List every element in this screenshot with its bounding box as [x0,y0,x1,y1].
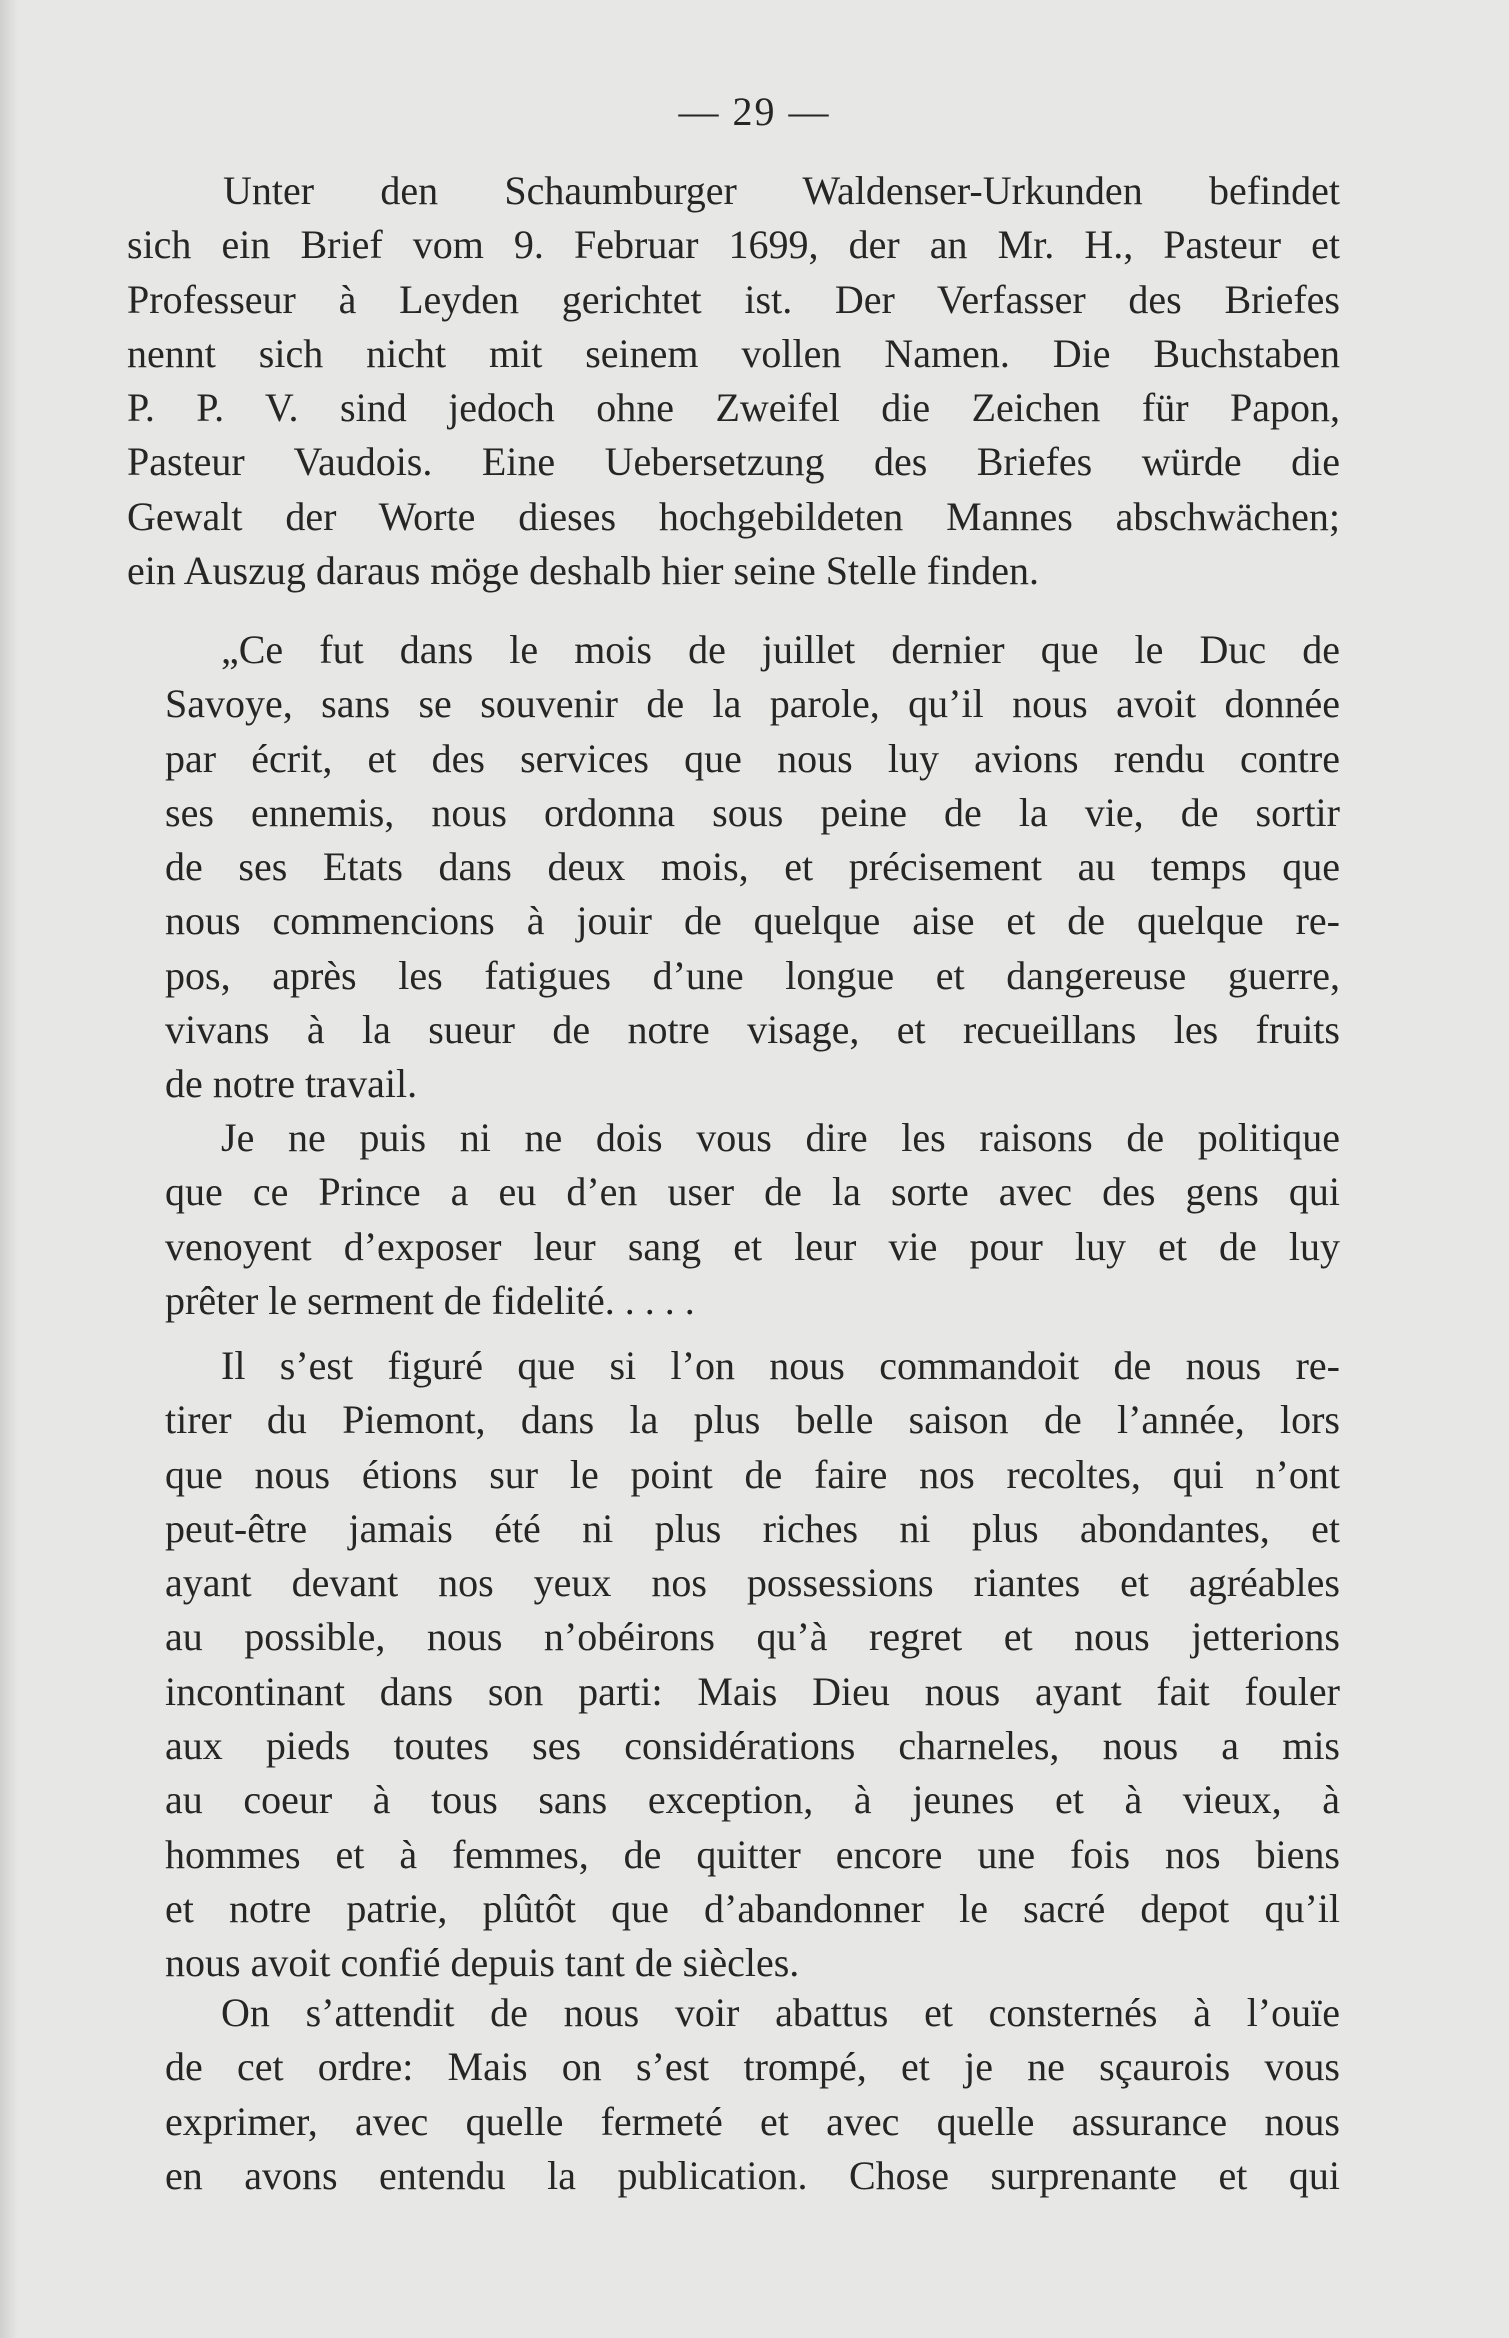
page-number: — 29 — [678,89,831,134]
text-line: hommes et à femmes, de quitter encore une fois nos biens [165,1831,1340,1877]
text-line: aux pieds toutes ses considérations charneles, nous a mis [165,1723,1340,1769]
text-line: ein Auszug daraus möge deshalb hier seine Stelle finden. [127,548,1039,594]
paragraph [165,1111,1340,1328]
text-line: pos, après les fatigues d’une longue et dangereuse guerre, [165,952,1340,998]
text-line: peut-être jamais été ni plus riches ni plus abondantes, et [165,1505,1340,1551]
text-line: ses ennemis, nous ordonna sous peine de la vie, de sortir [165,789,1340,835]
text-line: de notre travail. [165,1061,418,1107]
paragraph [165,1986,1340,2203]
text-line: Je ne puis ni ne dois vous dire les raisons de politique [221,1115,1340,1160]
text-line: incontinant dans son parti: Mais Dieu nous ayant fait fouler [165,1668,1340,1714]
text-line: nous commencions à jouir de quelque aise et de quelque re- [165,898,1340,944]
text-line: de cet ordre: Mais on s’est trompé, et je ne sçaurois vous [165,2044,1340,2090]
text-line: P. P. V. sind jedoch ohne Zweifel die Zeichen für Papon, [127,385,1340,431]
text-line: que nous étions sur le point de faire nos recoltes, qui n’ont [165,1451,1340,1497]
text-line: que ce Prince a eu d’en user de la sorte avec des gens qui [165,1169,1340,1215]
text-line: Professeur à Leyden gerichtet ist. Der Verfasser des Briefes [127,276,1340,322]
text-line: Gewalt der Worte dieses hochgebildeten Mannes abschwächen; [127,493,1340,539]
text-line: vivans à la sueur de notre visage, et recueillans les fruits [165,1007,1340,1053]
text-line: Savoye, sans se souvenir de la parole, qu’il nous avoit donnée [165,681,1340,727]
text-line: et notre patrie, plûtôt que d’abandonner le sacré depot qu’il [165,1885,1340,1931]
text-line: On s’attendit de nous voir abattus et consternés à l’ouïe [221,1990,1340,2035]
text-line: Pasteur Vaudois. Eine Uebersetzung des Briefes würde die [127,439,1340,485]
text-line: tirer du Piemont, dans la plus belle saison de l’année, lors [165,1397,1340,1443]
text-line: nennt sich nicht mit seinem vollen Namen. Die Buchstaben [127,330,1340,376]
text-line: venoyent d’exposer leur sang et leur vie pour luy et de luy [165,1223,1340,1269]
text-line: au coeur à tous sans exception, à jeunes et à vieux, à [165,1777,1340,1823]
paragraph [165,1339,1340,1991]
text-line: prêter le serment de fidelité. . . . . [165,1277,695,1323]
text-line: „Ce fut dans le mois de juillet dernier que le Duc de [221,627,1340,672]
text-line: ayant devant nos yeux nos possessions riantes et agréables [165,1560,1340,1606]
text-line: Il s’est figuré que si l’on nous commandoit de nous re- [221,1343,1340,1388]
page-edge-shadow [0,0,18,2338]
text-line: en avons entendu la publication. Chose surprenante et qui [165,2152,1340,2198]
paragraph [165,623,1340,1112]
text-line: Unter den Schaumburger Waldenser-Urkunden befindet [223,168,1340,213]
text-line: exprimer, avec quelle fermeté et avec quelle assurance nous [165,2098,1340,2144]
text-line: au possible, nous n’obéirons qu’à regret et nous jetterions [165,1614,1340,1660]
text-line: par écrit, et des services que nous luy avions rendu contre [165,735,1340,781]
text-line: de ses Etats dans deux mois, et précisement au temps que [165,844,1340,890]
paragraph [127,164,1340,598]
text-line: sich ein Brief vom 9. Februar 1699, der an Mr. H., Pasteur et [127,222,1340,268]
text-line: nous avoit confié depuis tant de siècles. [165,1940,800,1986]
